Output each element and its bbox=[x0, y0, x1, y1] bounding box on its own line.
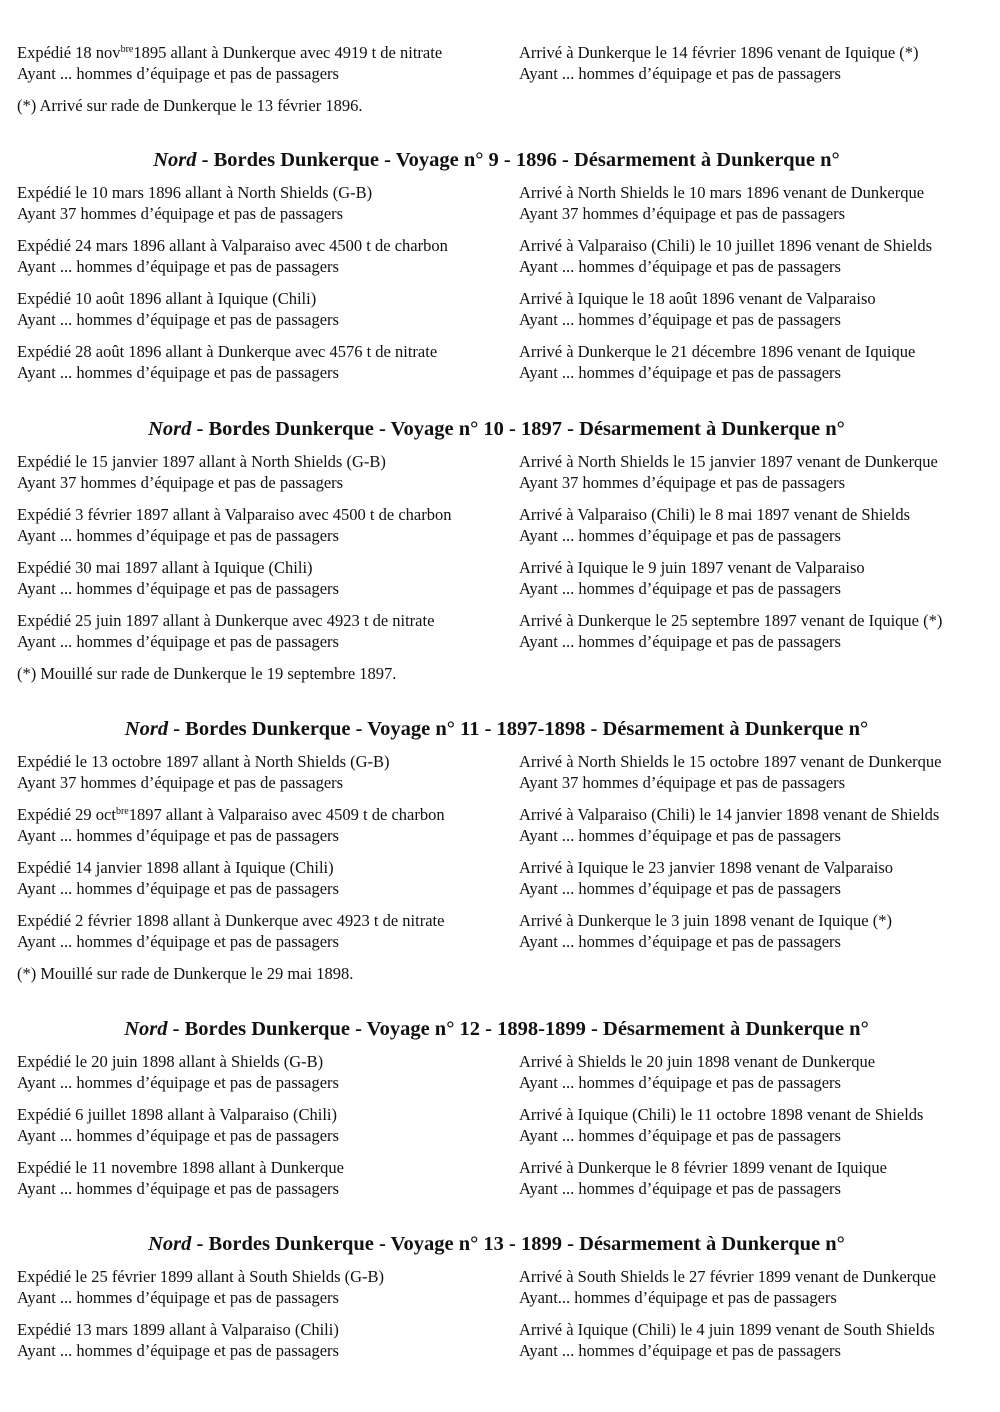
arrival-column bbox=[519, 857, 992, 899]
departure-column bbox=[17, 182, 519, 224]
crew-text: Ayant ... hommes d’équipage et pas de passagers bbox=[519, 1073, 841, 1092]
crew-text: Ayant ... hommes d’équipage et pas de passagers bbox=[17, 310, 339, 329]
arrival-text: Arrivé à Iquique le 23 janvier 1898 venant de Valparaiso bbox=[519, 858, 894, 877]
crew-text: Ayant ... hommes d’équipage et pas de passagers bbox=[17, 1288, 339, 1307]
arrival-text: Arrivé à Valparaiso (Chili) le 14 janvier 1898 venant de Shields bbox=[519, 805, 940, 824]
departure-column bbox=[17, 1051, 519, 1093]
arrival-column bbox=[519, 1051, 992, 1093]
footnote: (*) Mouillé sur rade de Dunkerque le 19 septembre 1897. bbox=[17, 664, 397, 683]
crew-text: Ayant ... hommes d’équipage et pas de passagers bbox=[519, 632, 841, 651]
departure-column bbox=[17, 451, 519, 493]
voyage-heading: - Bordes Dunkerque - Voyage n° 11 - 1897-1898 - Désarmement à Dunkerque n° bbox=[168, 718, 869, 740]
departure-text: Expédié 2 février 1898 allant à Dunkerque avec 4923 t de nitrate bbox=[17, 911, 445, 930]
departure-column bbox=[17, 288, 519, 330]
arrival-text: Arrivé à Iquique le 18 août 1896 venant de Valparaiso bbox=[519, 289, 876, 308]
arrival-column bbox=[519, 42, 992, 84]
arrival-text: Arrivé à Valparaiso (Chili) le 10 juillet 1896 venant de Shields bbox=[519, 236, 933, 255]
footnote: (*) Arrivé sur rade de Dunkerque le 13 février 1896. bbox=[17, 96, 363, 115]
crew-text: Ayant ... hommes d’équipage et pas de passagers bbox=[519, 1179, 841, 1198]
voyage-entry bbox=[17, 1051, 992, 1093]
voyage-heading: - Bordes Dunkerque - Voyage n° 10 - 1897 - Désarmement à Dunkerque n° bbox=[191, 418, 845, 440]
crew-text: Ayant ... hommes d’équipage et pas de passagers bbox=[519, 579, 841, 598]
voyage-entry bbox=[17, 1157, 992, 1199]
voyage-entry bbox=[17, 341, 992, 383]
crew-text: Ayant ... hommes d’équipage et pas de passagers bbox=[17, 64, 339, 83]
crew-text: Ayant... hommes d’équipage et pas de passagers bbox=[519, 1288, 837, 1307]
voyage-entry bbox=[17, 857, 992, 899]
arrival-text: Arrivé à Dunkerque le 25 septembre 1897 venant de Iquique (*) bbox=[519, 611, 943, 630]
crew-text: Ayant ... hommes d’équipage et pas de passagers bbox=[519, 1341, 841, 1360]
crew-text: Ayant ... hommes d’équipage et pas de passagers bbox=[519, 879, 841, 898]
voyage-title bbox=[9, 416, 984, 442]
arrival-text: Arrivé à Shields le 20 juin 1898 venant de Dunkerque bbox=[519, 1052, 876, 1071]
arrival-text: Arrivé à North Shields le 15 octobre 1897 venant de Dunkerque bbox=[519, 752, 942, 771]
voyage-heading: - Bordes Dunkerque - Voyage n° 12 - 1898-1899 - Désarmement à Dunkerque n° bbox=[167, 1018, 869, 1040]
crew-text: Ayant ... hommes d’équipage et pas de passagers bbox=[17, 1073, 339, 1092]
arrival-text: Arrivé à South Shields le 27 février 1899 venant de Dunkerque bbox=[519, 1267, 936, 1286]
arrival-text: Arrivé à Iquique (Chili) le 11 octobre 1898 venant de Shields bbox=[519, 1105, 924, 1124]
departure-text: Expédié 25 juin 1897 allant à Dunkerque avec 4923 t de nitrate bbox=[17, 611, 435, 630]
departure-text: Expédié le 11 novembre 1898 allant à Dunkerque bbox=[17, 1158, 344, 1177]
document-page bbox=[17, 0, 992, 1360]
departure-column bbox=[17, 341, 519, 383]
voyage-entry bbox=[17, 804, 992, 846]
arrival-column bbox=[519, 804, 992, 846]
arrival-column bbox=[519, 1266, 992, 1308]
arrival-column bbox=[519, 341, 992, 383]
departure-text: Expédié le 20 juin 1898 allant à Shields (G-B) bbox=[17, 1052, 324, 1071]
voyage-entry bbox=[17, 504, 992, 546]
departure-text: Expédié 30 mai 1897 allant à Iquique (Chili) bbox=[17, 558, 313, 577]
ship-name: Nord bbox=[148, 1233, 192, 1255]
voyage-entry bbox=[17, 1266, 992, 1308]
arrival-text: Arrivé à North Shields le 10 mars 1896 venant de Dunkerque bbox=[519, 183, 925, 202]
crew-text: Ayant ... hommes d’équipage et pas de passagers bbox=[519, 932, 841, 951]
voyage-section bbox=[17, 1016, 992, 1210]
crew-text: Ayant 37 hommes d’équipage et pas de passagers bbox=[17, 773, 344, 792]
crew-text: Ayant ... hommes d’équipage et pas de passagers bbox=[519, 1126, 841, 1145]
arrival-column bbox=[519, 557, 992, 599]
voyage-title bbox=[9, 147, 984, 173]
crew-text: Ayant ... hommes d’équipage et pas de passagers bbox=[519, 363, 841, 382]
departure-column bbox=[17, 1266, 519, 1308]
crew-text: Ayant 37 hommes d’équipage et pas de passagers bbox=[519, 204, 846, 223]
arrival-text: Arrivé à Dunkerque le 21 décembre 1896 venant de Iquique bbox=[519, 342, 916, 361]
departure-text: Expédié 24 mars 1896 allant à Valparaiso avec 4500 t de charbon bbox=[17, 236, 448, 255]
crew-text: Ayant 37 hommes d’équipage et pas de passagers bbox=[17, 204, 344, 223]
arrival-column bbox=[519, 1319, 992, 1361]
arrival-text: Arrivé à Iquique (Chili) le 4 juin 1899 venant de South Shields bbox=[519, 1320, 935, 1339]
voyage-continuation bbox=[17, 0, 992, 116]
arrival-column bbox=[519, 288, 992, 330]
voyage-entry bbox=[17, 235, 992, 277]
arrival-column bbox=[519, 182, 992, 224]
arrival-text: Arrivé à Dunkerque le 3 juin 1898 venant de Iquique (*) bbox=[519, 911, 892, 930]
ship-name: Nord bbox=[124, 1018, 168, 1040]
crew-text: Ayant ... hommes d’équipage et pas de passagers bbox=[17, 363, 339, 382]
ship-name: Nord bbox=[148, 418, 192, 440]
arrival-column bbox=[519, 751, 992, 793]
arrival-column bbox=[519, 504, 992, 546]
arrival-column bbox=[519, 1157, 992, 1199]
arrival-text: Arrivé à Iquique le 9 juin 1897 venant de Valparaiso bbox=[519, 558, 865, 577]
departure-column bbox=[17, 1157, 519, 1199]
arrival-column bbox=[519, 451, 992, 493]
crew-text: Ayant 37 hommes d’équipage et pas de passagers bbox=[519, 773, 846, 792]
voyage-entry bbox=[17, 751, 992, 793]
departure-column bbox=[17, 42, 519, 84]
departure-text: Expédié 28 août 1896 allant à Dunkerque avec 4576 t de nitrate bbox=[17, 342, 438, 361]
crew-text: Ayant ... hommes d’équipage et pas de passagers bbox=[519, 310, 841, 329]
crew-text: Ayant ... hommes d’équipage et pas de passagers bbox=[17, 932, 339, 951]
departure-text: Expédié 29 oct$^{bre}$1897 allant à Valparaiso avec 4509 t de charbon bbox=[17, 805, 445, 824]
arrival-text: Arrivé à North Shields le 15 janvier 1897 venant de Dunkerque bbox=[519, 452, 938, 471]
departure-text: Expédié 18 nov$^{bre}$1895 allant à Dunkerque avec 4919 t de nitrate bbox=[17, 43, 443, 62]
departure-column bbox=[17, 1319, 519, 1361]
voyage-title bbox=[9, 716, 984, 742]
departure-text: Expédié 6 juillet 1898 allant à Valparaiso (Chili) bbox=[17, 1105, 337, 1124]
departure-text: Expédié le 10 mars 1896 allant à North Shields (G-B) bbox=[17, 183, 373, 202]
crew-text: Ayant ... hommes d’équipage et pas de passagers bbox=[17, 826, 339, 845]
departure-column bbox=[17, 557, 519, 599]
arrival-text: Arrivé à Dunkerque le 8 février 1899 venant de Iquique bbox=[519, 1158, 887, 1177]
crew-text: Ayant ... hommes d’équipage et pas de passagers bbox=[17, 257, 339, 276]
arrival-text: Arrivé à Valparaiso (Chili) le 8 mai 1897 venant de Shields bbox=[519, 505, 911, 524]
voyage-entry bbox=[17, 1104, 992, 1146]
superscript-abbrev: bre bbox=[120, 44, 134, 55]
crew-text: Ayant ... hommes d’équipage et pas de passagers bbox=[519, 526, 841, 545]
departure-text: Expédié 13 mars 1899 allant à Valparaiso (Chili) bbox=[17, 1320, 339, 1339]
crew-text: Ayant ... hommes d’équipage et pas de passagers bbox=[519, 257, 841, 276]
departure-text: Expédié le 13 octobre 1897 allant à North Shields (G-B) bbox=[17, 752, 390, 771]
departure-text: Expédié 3 février 1897 allant à Valparaiso avec 4500 t de charbon bbox=[17, 505, 452, 524]
crew-text: Ayant ... hommes d’équipage et pas de passagers bbox=[17, 1126, 339, 1145]
crew-text: Ayant ... hommes d’équipage et pas de passagers bbox=[17, 579, 339, 598]
crew-text: Ayant ... hommes d’équipage et pas de passagers bbox=[17, 632, 339, 651]
arrival-column bbox=[519, 610, 992, 652]
crew-text: Ayant 37 hommes d’équipage et pas de passagers bbox=[17, 473, 344, 492]
voyage-entry bbox=[17, 610, 992, 652]
voyage-entry bbox=[17, 451, 992, 493]
crew-text: Ayant 37 hommes d’équipage et pas de passagers bbox=[519, 473, 846, 492]
ship-name: Nord bbox=[124, 718, 169, 740]
voyage-entry bbox=[17, 1319, 992, 1361]
crew-text: Ayant ... hommes d’équipage et pas de passagers bbox=[519, 64, 841, 83]
arrival-column bbox=[519, 235, 992, 277]
voyage-entry bbox=[17, 42, 992, 84]
voyage-heading: - Bordes Dunkerque - Voyage n° 13 - 1899 - Désarmement à Dunkerque n° bbox=[191, 1233, 845, 1255]
departure-column bbox=[17, 610, 519, 652]
crew-text: Ayant ... hommes d’équipage et pas de passagers bbox=[17, 879, 339, 898]
ship-name: Nord bbox=[153, 149, 197, 171]
voyage-entry bbox=[17, 288, 992, 330]
departure-text: Expédié le 25 février 1899 allant à South Shields (G-B) bbox=[17, 1267, 385, 1286]
voyage-entry bbox=[17, 910, 992, 952]
voyage-title bbox=[9, 1016, 984, 1042]
departure-column bbox=[17, 235, 519, 277]
arrival-column bbox=[519, 1104, 992, 1146]
departure-column bbox=[17, 857, 519, 899]
departure-text: Expédié le 15 janvier 1897 allant à North Shields (G-B) bbox=[17, 452, 386, 471]
departure-column bbox=[17, 504, 519, 546]
voyage-section bbox=[17, 416, 992, 684]
voyage-title bbox=[9, 1231, 984, 1257]
crew-text: Ayant ... hommes d’équipage et pas de passagers bbox=[17, 526, 339, 545]
voyage-section bbox=[17, 1231, 992, 1372]
departure-text: Expédié 10 août 1896 allant à Iquique (Chili) bbox=[17, 289, 317, 308]
crew-text: Ayant ... hommes d’équipage et pas de passagers bbox=[17, 1179, 339, 1198]
arrival-column bbox=[519, 910, 992, 952]
departure-column bbox=[17, 804, 519, 846]
departure-column bbox=[17, 1104, 519, 1146]
voyage-heading: - Bordes Dunkerque - Voyage n° 9 - 1896 - Désarmement à Dunkerque n° bbox=[196, 149, 840, 171]
voyage-entry bbox=[17, 557, 992, 599]
departure-column bbox=[17, 751, 519, 793]
crew-text: Ayant ... hommes d’équipage et pas de passagers bbox=[519, 826, 841, 845]
crew-text: Ayant ... hommes d’équipage et pas de passagers bbox=[17, 1341, 339, 1360]
arrival-text: Arrivé à Dunkerque le 14 février 1896 venant de Iquique (*) bbox=[519, 43, 919, 62]
footnote: (*) Mouillé sur rade de Dunkerque le 29 mai 1898. bbox=[17, 964, 354, 983]
departure-column bbox=[17, 910, 519, 952]
voyage-section bbox=[17, 147, 992, 394]
departure-text: Expédié 14 janvier 1898 allant à Iquique (Chili) bbox=[17, 858, 334, 877]
voyage-entry bbox=[17, 182, 992, 224]
superscript-abbrev: bre bbox=[115, 806, 129, 817]
voyage-section bbox=[17, 716, 992, 984]
